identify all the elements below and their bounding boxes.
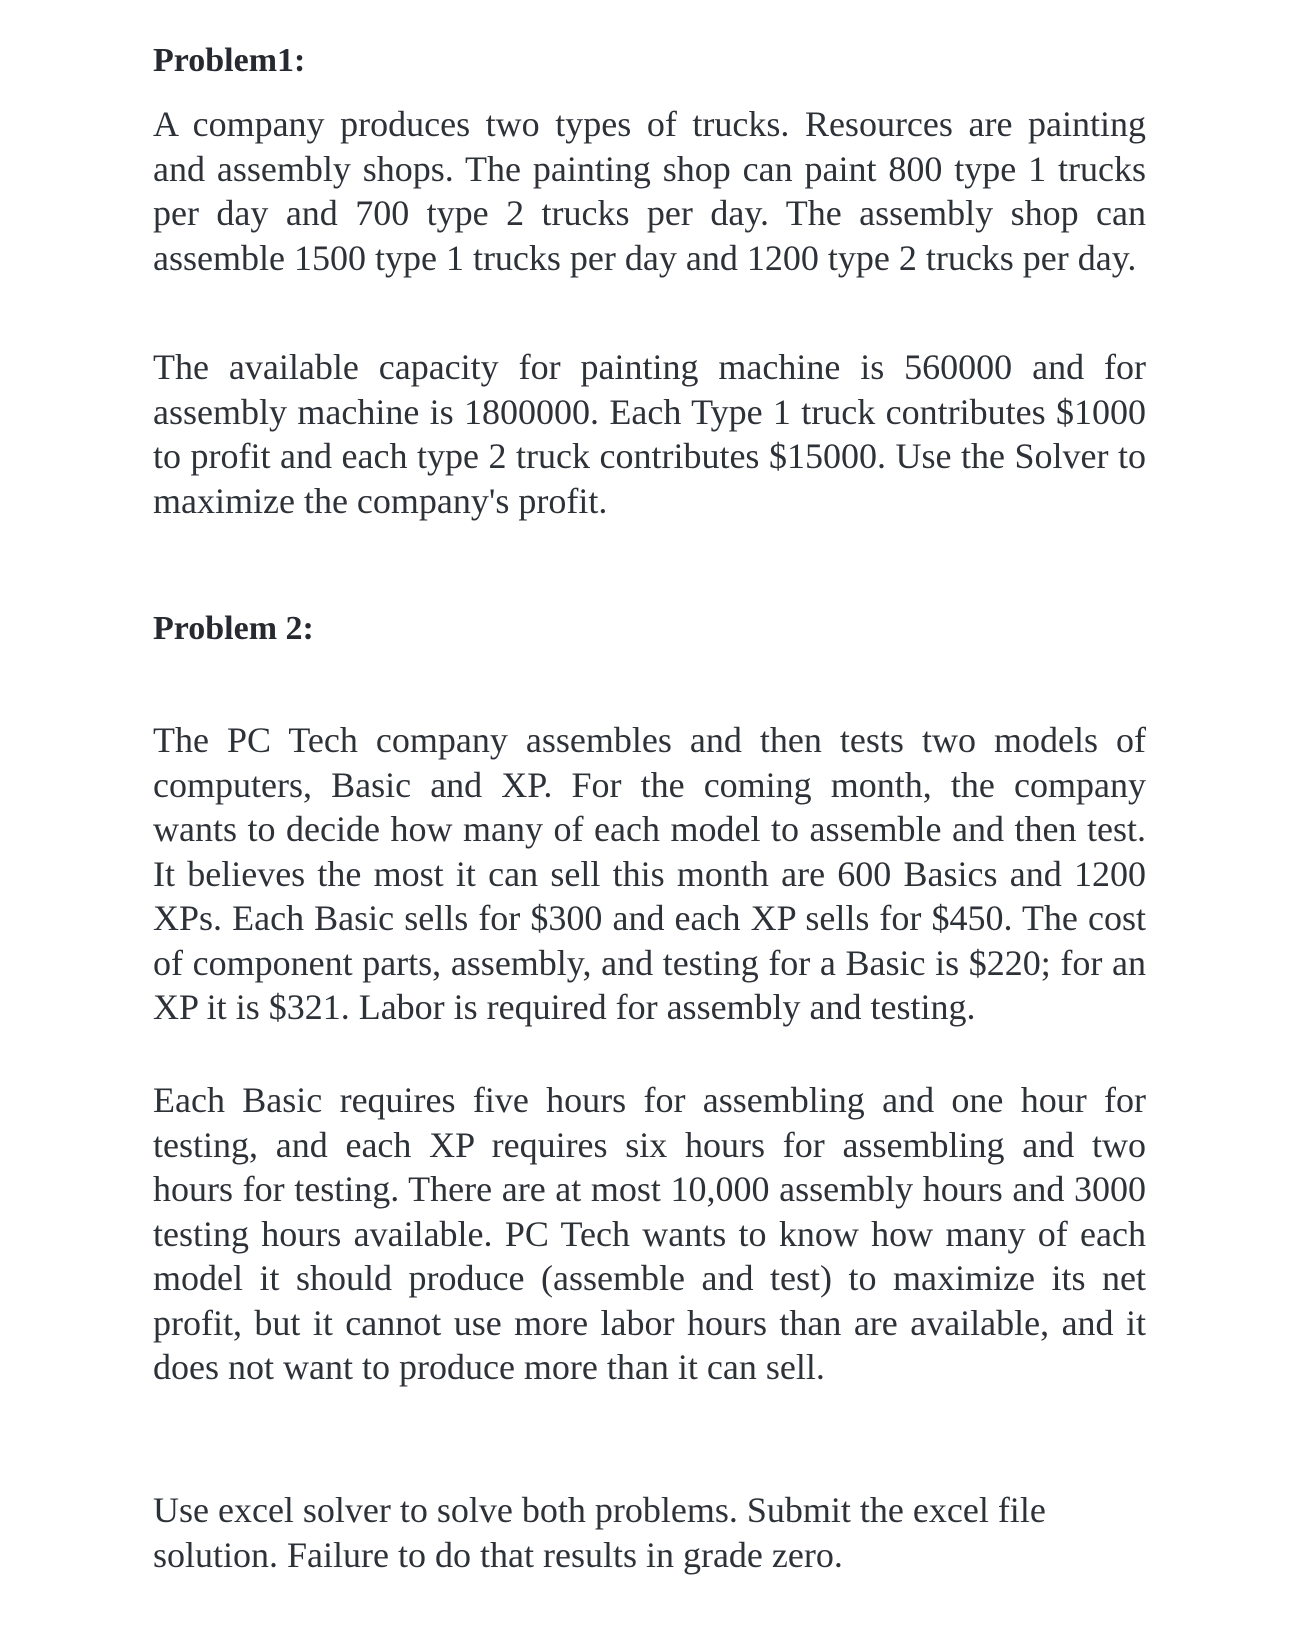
problem1-heading: Problem1:: [153, 42, 306, 79]
problem2-labor-constraints: Each Basic requires five hours for assembling and one hour for testing, and each XP requires six hours for assembling and two hours for testing. There are at most 10,000 assembly hours and 3000 testing hours available. PC Tech wants to know how many of each model it should produce (assemble and test) to maximize its net profit, but it cannot use more labor hours than are available, and it does not want to produce more than it can sell.: [153, 1080, 1146, 1387]
problem2-description: The PC Tech company assembles and then tests two models of computers, Basic and XP. For the coming month, the company wants to decide how many of each model to assemble and then test. It believes the most it can sell this month are 600 Basics and 1200 XPs. Each Basic sells for $300 and each XP sells for $450. The cost of component parts, assembly, and testing for a Basic is $220; for an XP it is $321. Labor is required for assembly and testing.: [153, 720, 1146, 1027]
submission-instructions: Use excel solver to solve both problems. Submit the excel file solution. Failure to do that results in grade zero.: [153, 1490, 1046, 1575]
problem1-description: A company produces two types of trucks. Resources are painting and assembly shops. The painting shop can paint 800 type 1 trucks per day and 700 type 2 trucks per day. The assembly shop can assemble 1500 type 1 trucks per day and 1200 type 2 trucks per day.: [153, 104, 1146, 278]
problem1-capacity-profit: The available capacity for painting machine is 560000 and for assembly machine is 1800000. Each Type 1 truck contributes $1000 to profit and each type 2 truck contributes $15000. Use the Solver to maximize the company's profit.: [153, 347, 1146, 521]
problem2-heading: Problem 2:: [153, 610, 314, 647]
